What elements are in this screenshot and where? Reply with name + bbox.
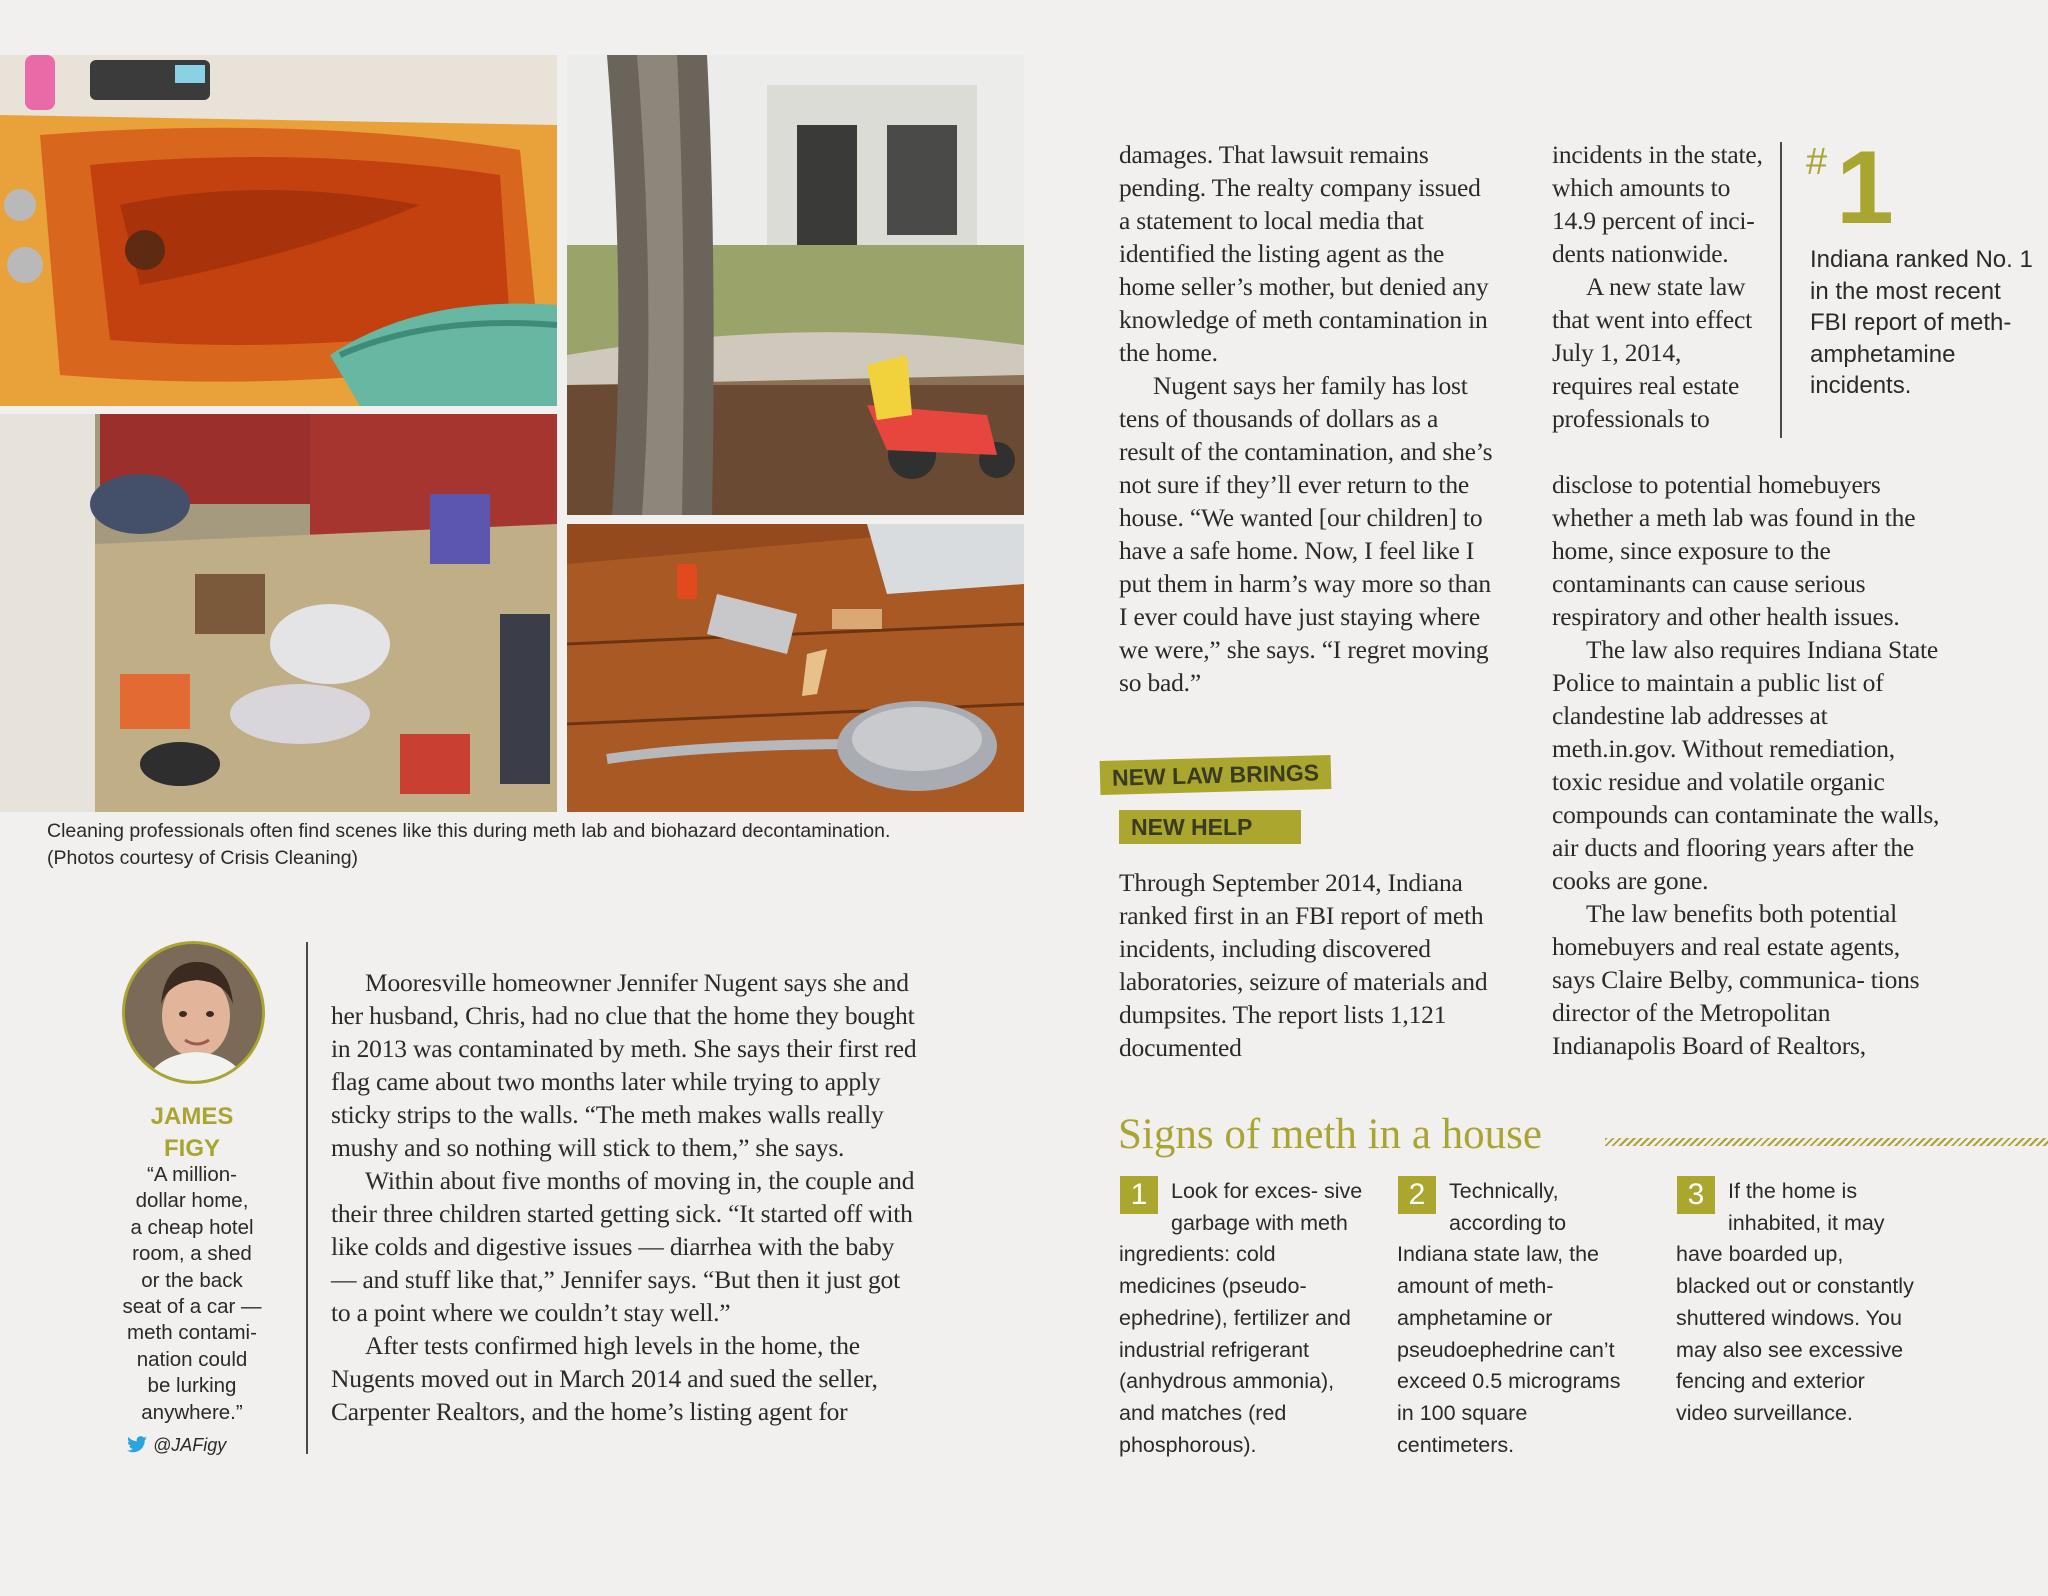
subhead-new-help: NEW HELP	[1119, 810, 1301, 844]
story-column-2b	[1119, 866, 1497, 1064]
sign-number: 1	[1120, 1176, 1158, 1214]
stat-text: Indiana ranked No. 1 in the most recent FBI report of meth- amphetamine incidents.	[1810, 246, 2033, 399]
sign-item-3	[1676, 1176, 1921, 1430]
sign-number: 2	[1398, 1176, 1436, 1214]
author-divider	[306, 942, 308, 1454]
stat-number: 1	[1836, 130, 1894, 246]
story-column-3-narrow	[1552, 138, 1764, 435]
story-paragraph: After tests confirmed high levels in the home, the Nugents moved out in March 2014 and sued the seller, Carpenter Realtors, and the home’s listing agent for	[331, 1331, 878, 1426]
spoon-floor-photo	[567, 524, 1024, 812]
sign-text: If the home is inhabited, it may have boarded up, blacked out or constantly shuttered windows. You may also see excessive fencing and exterior video surveillance.	[1676, 1179, 1914, 1425]
story-column-3	[1552, 468, 1942, 1062]
author-first-name: JAMES	[150, 1103, 234, 1130]
story-paragraph: incidents in the state, which amounts to 14.9 percent of inci- dents nationwide.	[1552, 140, 1763, 268]
author-name	[112, 1101, 272, 1165]
story-column-1	[331, 966, 919, 1428]
story-paragraph: damages. That lawsuit remains pending. The realty company issued a statement to local media that identified the listing agent as the home seller’s mother, but denied any knowledge of meth contamination in the home.	[1119, 140, 1489, 367]
story-column-2	[1119, 138, 1497, 699]
quote-line: dollar home,	[135, 1189, 249, 1213]
quote-line: seat of a car —	[122, 1295, 262, 1319]
caption-line-1: Cleaning professionals often find scenes like this during meth lab and biohazard decontamination.	[47, 820, 891, 842]
signs-title-rule	[1605, 1138, 2048, 1146]
stat-divider	[1780, 142, 1782, 438]
quote-line: a cheap hotel	[130, 1215, 254, 1239]
bathtub-photo	[0, 55, 557, 406]
quote-line: anywhere.”	[141, 1400, 243, 1424]
author-last-name: FIGY	[163, 1135, 220, 1162]
story-paragraph: Within about five months of moving in, the couple and their three children started getting sick. “It started off with like colds and digestive issues — diarrhea with the baby — and stuff like that,” Jennifer says. “But then it just got to a point where we couldn’t stay well.”	[331, 1166, 915, 1327]
sign-item-1	[1119, 1176, 1364, 1461]
twitter-bird-icon	[126, 1436, 148, 1454]
photo-caption	[47, 818, 1027, 872]
twitter-handle-link[interactable]	[126, 1433, 226, 1457]
caption-line-2: (Photos courtesy of Crisis Cleaning)	[47, 847, 359, 869]
sign-item-2	[1397, 1176, 1642, 1461]
stat-hash: #	[1806, 141, 1828, 183]
quote-line: nation could	[136, 1347, 248, 1371]
story-paragraph: The law also requires Indiana State Police to maintain a public list of clandestine lab addresses at meth.in.gov. Without remediation, toxic residue and volatile organic compounds can contaminate the walls, air ducts and flooring years after the cooks are gone.	[1552, 635, 1940, 895]
story-paragraph: The law benefits both potential homebuyers and real estate agents, says Claire Belby, communica- tions director of the Metropolitan Indianapolis Board of Realtors,	[1552, 899, 1920, 1060]
author-avatar	[122, 941, 265, 1084]
story-paragraph: Nugent says her family has lost tens of thousands of dollars as a result of the contamination, and she’s not sure if they’ll ever return to the house. “We wanted [our children] to have a safe home. Now, I feel like I put them in harm’s way more so than I ever could have just staying where we were,” she says. “I regret moving so bad.”	[1119, 371, 1493, 697]
house-tricycle-photo	[567, 55, 1024, 515]
quote-line: room, a shed	[132, 1242, 252, 1266]
story-paragraph: Mooresville homeowner Jennifer Nugent says she and her husband, Chris, had no clue that the home they bought in 2013 was contaminated by meth. She says their first red flag came about two months later while trying to apply sticky strips to the walls. “The meth makes walls really mushy and so nothing will stick to them,” she says.	[331, 968, 917, 1162]
subhead-new-law-brings: NEW LAW BRINGS	[1100, 755, 1332, 795]
sign-text: Look for exces- sive garbage with meth ingredients: cold medicines (pseudo- ephedrine), fertilizer and industrial refrigerant (anhydrous ammonia), and matches (red phosphorous).	[1119, 1179, 1363, 1457]
signs-title: Signs of meth in a house	[1118, 1111, 1542, 1158]
quote-line: or the back	[141, 1268, 243, 1292]
trashed-room-photo	[0, 414, 557, 812]
author-quote	[108, 1162, 276, 1426]
quote-line: be lurking	[147, 1374, 237, 1398]
quote-line: “A million-	[147, 1163, 237, 1186]
sign-text: Technically, according to Indiana state law, the amount of meth- amphetamine or pseudoephedrine can’t exceed 0.5 micrograms in 100 square centimeters.	[1397, 1179, 1621, 1457]
story-paragraph: A new state law that went into effect July 1, 2014, requires real estate professionals to	[1552, 272, 1752, 433]
sign-number: 3	[1677, 1176, 1715, 1214]
story-paragraph: Through September 2014, Indiana ranked first in an FBI report of meth incidents, including discovered laboratories, seizure of materials and dumpsites. The report lists 1,121 documented	[1119, 868, 1488, 1062]
twitter-handle: @JAFigy	[153, 1435, 227, 1455]
story-paragraph: disclose to potential homebuyers whether a meth lab was found in the home, since exposure to the contaminants can cause serious respiratory and other health issues.	[1552, 470, 1916, 631]
quote-line: meth contami-	[127, 1321, 257, 1345]
